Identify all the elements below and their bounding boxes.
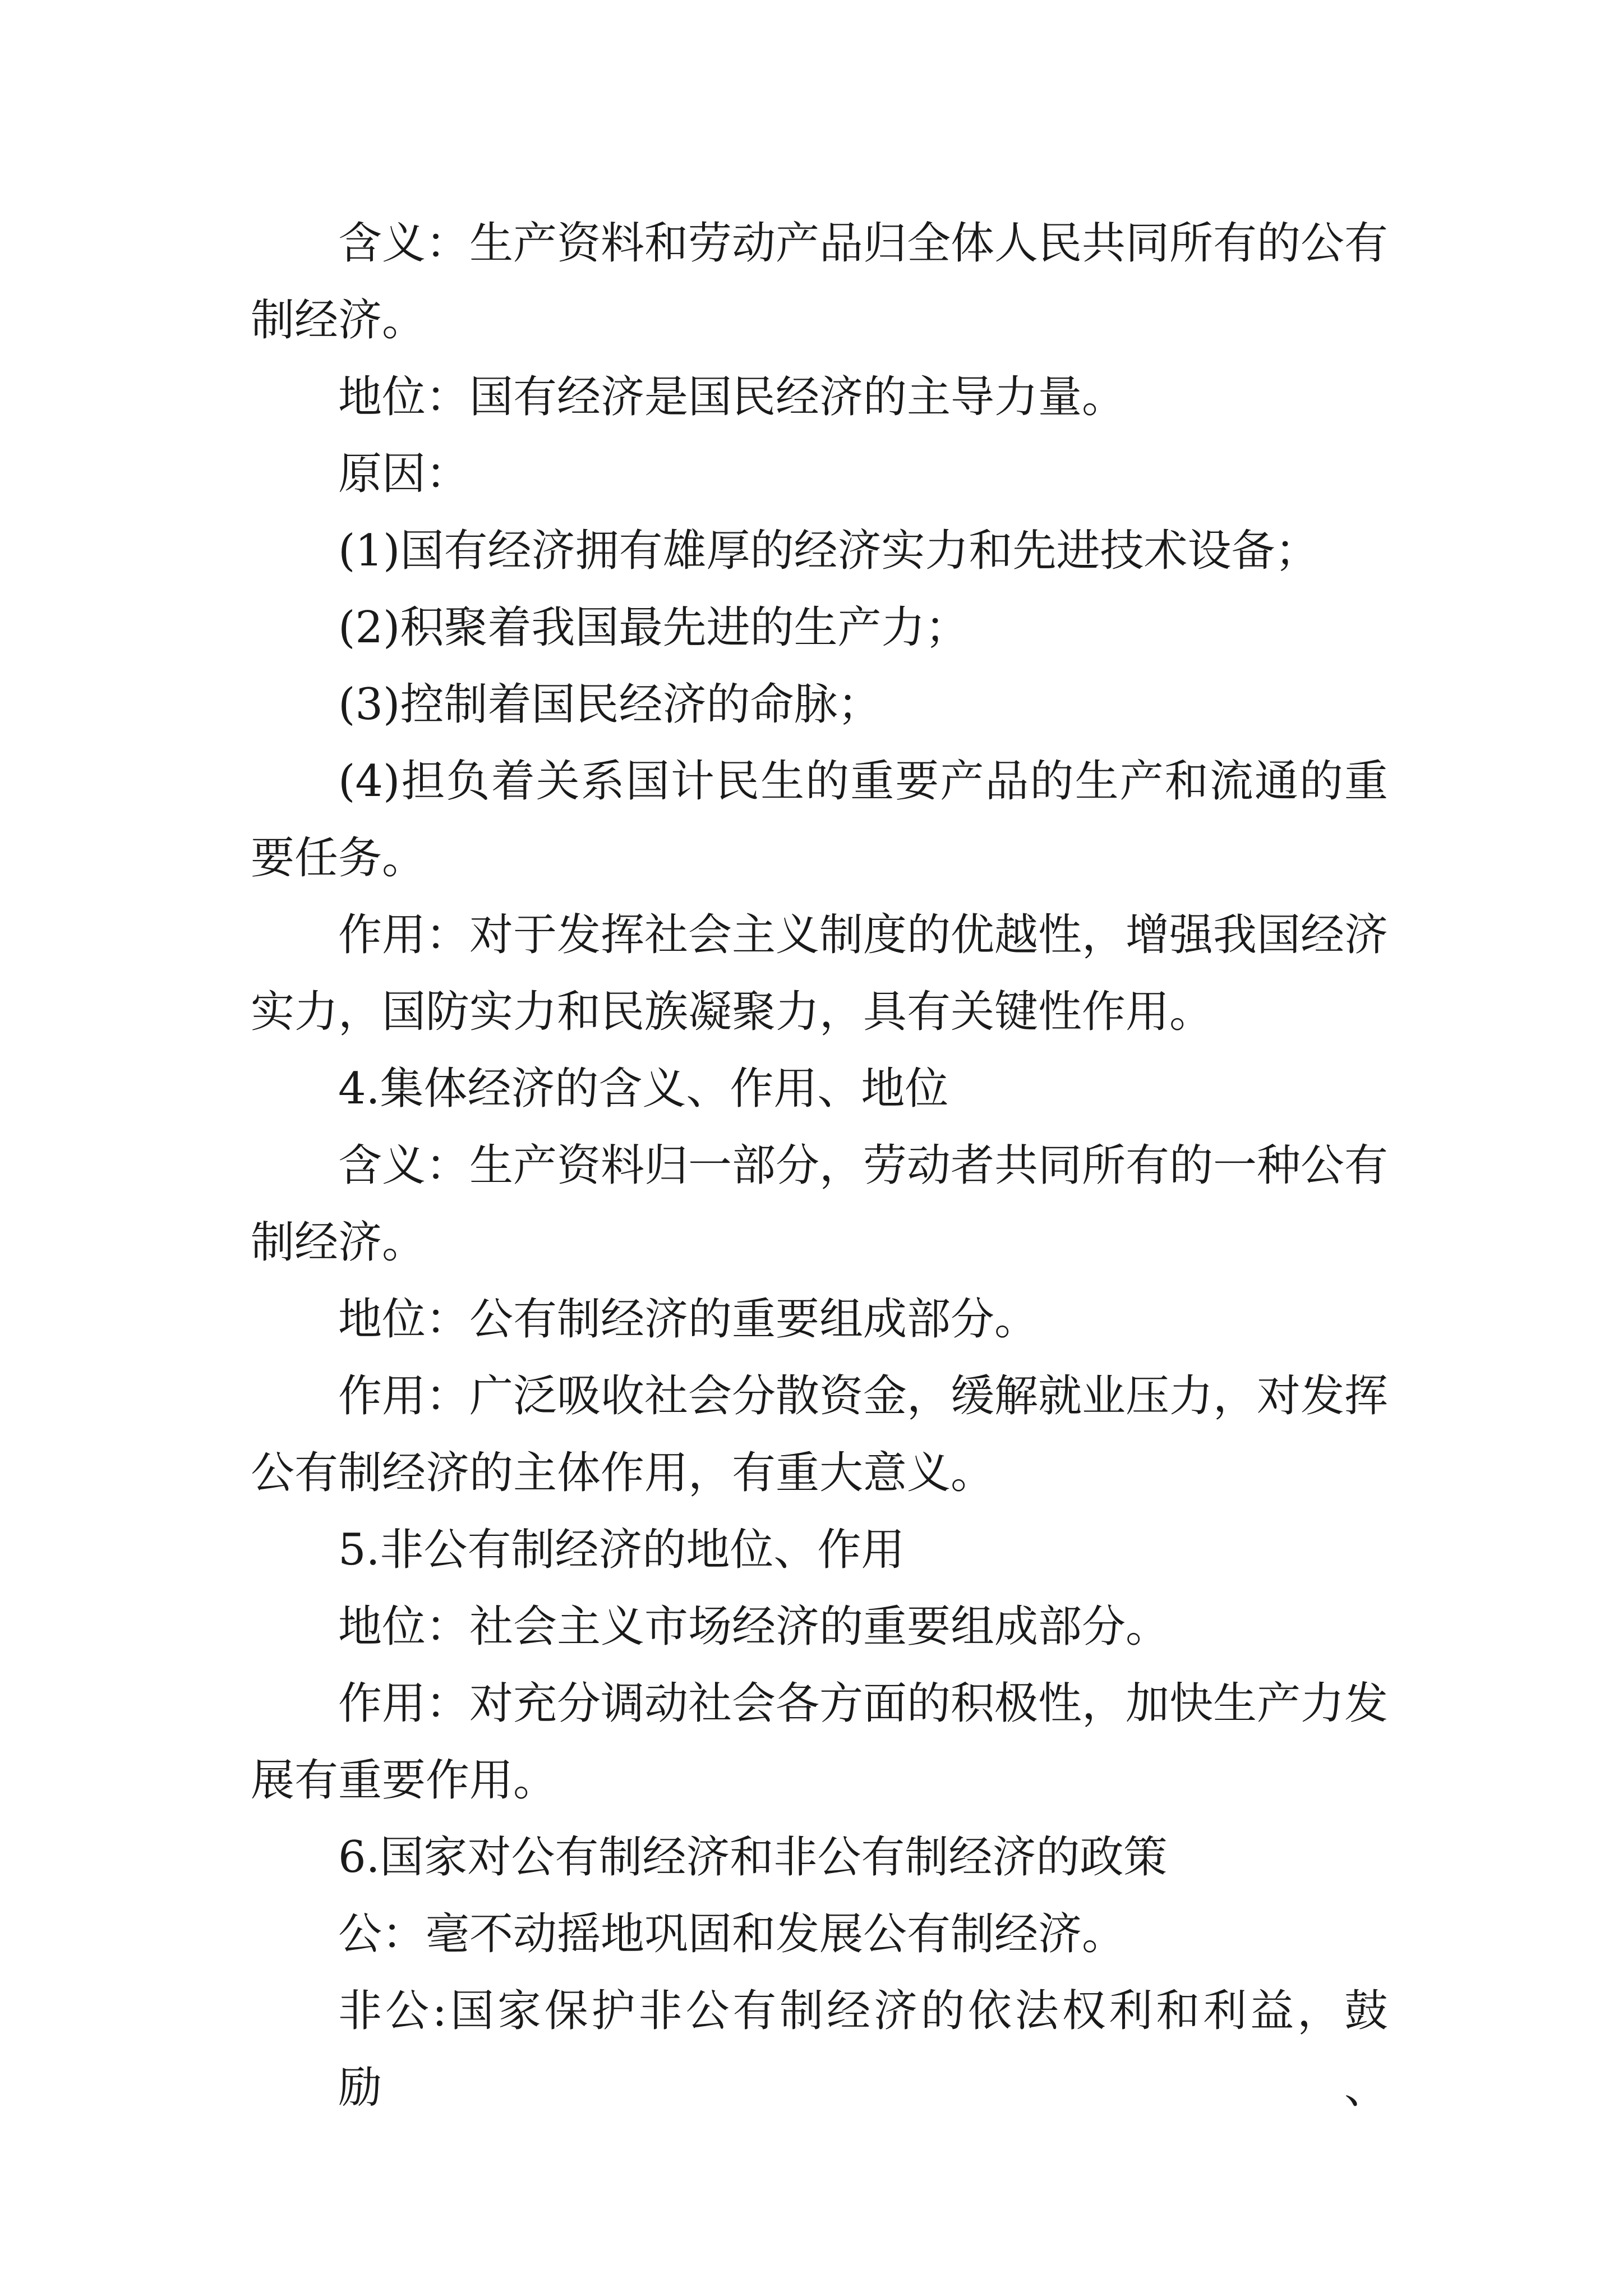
- paragraph: [251, 359, 1388, 436]
- paragraph: [251, 1665, 1388, 1819]
- text-line: 公有制经济的主体作用，有重大意义。: [251, 1448, 995, 1498]
- text-line: 实力，国防实力和民族凝聚力，具有关键性作用。: [251, 987, 1214, 1037]
- paragraph: [251, 743, 1388, 897]
- text-line: 5.非公有制经济的地位、作用: [338, 1525, 905, 1575]
- text-line: 6.国家对公有制经济和非公有制经济的政策: [338, 1832, 1168, 1883]
- paragraph: [251, 1512, 1388, 1589]
- paragraph: [251, 897, 1388, 1051]
- text-line: 4.集体经济的含义、作用、地位: [338, 1064, 949, 1114]
- text-line: 要任务。: [251, 833, 426, 884]
- text-line: 地位：公有制经济的重要组成部分。: [338, 1294, 1039, 1345]
- paragraph: [251, 1589, 1388, 1665]
- text-line: (2)积聚着我国最先进的生产力；: [338, 602, 969, 653]
- paragraph: [251, 1973, 1388, 2113]
- text-line: 原因：: [338, 449, 470, 499]
- text-line: 非公:国家保护非公有制经济的依法权利和利益，鼓励、: [338, 1986, 1388, 2113]
- text-line: 展有重要作用。: [251, 1755, 557, 1806]
- text-line: 地位：国有经济是国民经济的主导力量。: [338, 372, 1126, 422]
- text-line: 含义：生产资料和劳动产品归全体人民共同所有的公有: [338, 218, 1389, 269]
- text-line: 制经济。: [251, 1217, 426, 1268]
- text-line: (1)国有经济拥有雄厚的经济实力和先进技术设备；: [338, 526, 1319, 576]
- text-line: 制经济。: [251, 295, 426, 346]
- paragraph: [251, 1896, 1388, 1973]
- paragraph: [251, 1281, 1388, 1358]
- text-line: (4)担负着关系国计民生的重要产品的生产和流通的重: [338, 756, 1388, 807]
- text-line: (3)控制着国民经济的命脉；: [338, 679, 882, 730]
- text-line: 含义：生产资料归一部分，劳动者共同所有的一种公有: [338, 1140, 1389, 1191]
- paragraph: [251, 205, 1388, 359]
- document-body: [251, 205, 1389, 2113]
- paragraph: [251, 1128, 1388, 1281]
- paragraph: [251, 666, 1388, 743]
- paragraph: [251, 1358, 1388, 1512]
- paragraph: [251, 436, 1388, 513]
- text-line: 地位：社会主义市场经济的重要组成部分。: [338, 1602, 1170, 1652]
- paragraph: [251, 513, 1388, 590]
- paragraph: [251, 1819, 1388, 1896]
- text-line: 作用：对于发挥社会主义制度的优越性，增强我国经济: [338, 910, 1389, 960]
- text-line: 作用：对充分调动社会各方面的积极性，加快生产力发: [338, 1678, 1389, 1729]
- text-line: 公：毫不动摇地巩固和发展公有制经济。: [338, 1909, 1126, 1959]
- paragraph: [251, 1051, 1388, 1128]
- text-line: 作用：广泛吸收社会分散资金，缓解就业压力，对发挥: [338, 1371, 1389, 1421]
- paragraph: [251, 590, 1388, 666]
